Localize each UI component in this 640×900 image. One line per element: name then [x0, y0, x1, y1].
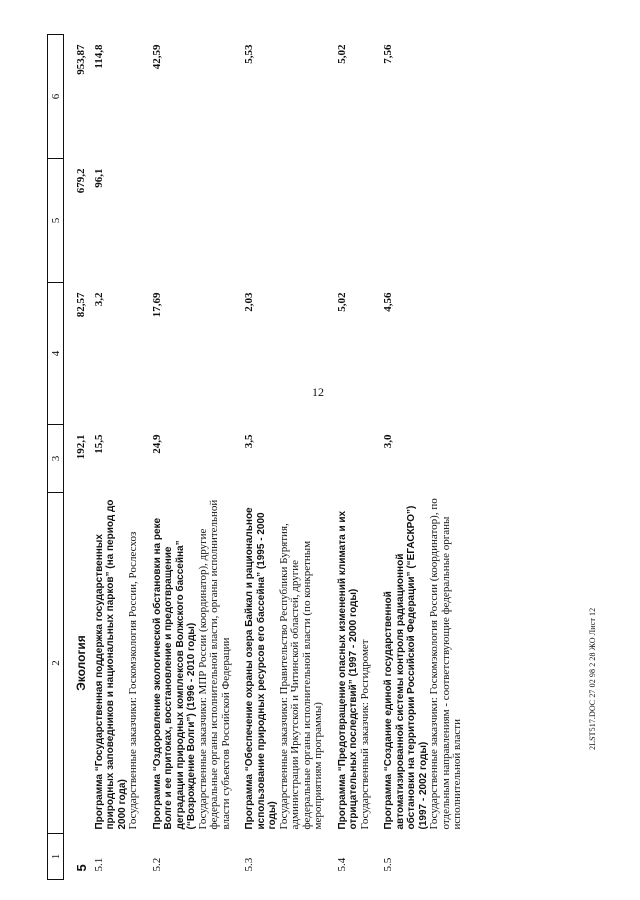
- table-row: [383, 35, 476, 880]
- table-row: [152, 35, 245, 880]
- section-row: [64, 35, 94, 880]
- section-title: Экология: [74, 635, 88, 691]
- program-title: Программа “Обеспечение охраны озера Байкал и рациональное использование природных ресурсов его бассейна” (1995 - 2000 годы): [244, 507, 278, 830]
- document-reference: 2LST517.DOC 27 02 98 2 28 ЖО Лист 12: [588, 607, 597, 750]
- value-col6: 114,8: [92, 44, 105, 69]
- program-detail: Государственные заказчики: Правительство Республики Бурятия, администрации Иркутской и Читинской областей, другие федеральные органы исполнительной власти (по конкретным мероприятиям программы): [277, 523, 324, 830]
- table-row: [337, 35, 384, 880]
- page-number: 12: [312, 385, 324, 399]
- value-col6: 7,56: [382, 44, 394, 64]
- value-col6: 953,87: [75, 44, 87, 75]
- value-col3: 24,9: [150, 434, 163, 454]
- row-number: 5.2: [150, 857, 163, 872]
- value-col5: 679,2: [75, 168, 87, 194]
- value-col4: 17,69: [150, 292, 163, 318]
- header-row: [48, 35, 64, 880]
- program-detail: Государственные заказчики: МПР России (координатор), другие федеральные органы исполнительной власти, органы исполнительной власти субъектов Российской Федерации: [196, 499, 232, 830]
- value-col3: 3,0: [382, 434, 394, 449]
- row-number: 5.1: [92, 857, 105, 872]
- value-col4: 4,56: [382, 292, 394, 312]
- value-col5: [337, 159, 384, 283]
- value-col6: 5,53: [243, 44, 255, 64]
- program-detail: Государственные заказчики: Госкомэкология России, Рослесхоз: [127, 531, 139, 830]
- budget-table: [47, 35, 557, 880]
- column-header: 1: [48, 834, 64, 880]
- row-number: 5.4: [335, 857, 348, 872]
- column-header: 3: [48, 425, 64, 493]
- value-col5: [152, 159, 245, 283]
- value-col3: 15,5: [92, 434, 105, 454]
- value-col3: 3,5: [243, 434, 255, 449]
- program-cell: [244, 493, 337, 834]
- program-title: Программа “Создание единой государственной автоматизированной системы контроля радиационной обстановки на территории Российской Федерации” (“ЕГАСКРО”) (1997 - 2002 годы): [383, 505, 429, 830]
- value-col3: [337, 425, 384, 493]
- program-cell: [337, 493, 384, 834]
- program-detail: Государственные заказчики: Госкомэкология России (координатор), по отдельным направлениям - соответствующие федеральные органы исполнительной власти: [428, 498, 463, 830]
- section-number: 5: [74, 864, 89, 872]
- value-col4: 2,03: [243, 292, 255, 312]
- program-cell: [383, 493, 476, 834]
- column-header: 6: [48, 35, 64, 159]
- program-detail: Государственный заказчик: Росгидромет: [358, 639, 371, 830]
- value-col6: 42,59: [150, 44, 163, 70]
- value-col4: 5,02: [335, 292, 348, 312]
- row-number: 5.3: [243, 857, 255, 872]
- program-cell: [94, 493, 152, 834]
- value-col4: 82,57: [75, 292, 87, 318]
- program-cell: [152, 493, 245, 834]
- column-header: 2: [48, 493, 64, 834]
- program-title: Программа “Оздоровление экологической обстановки на реке Волге и ее притоках, восстановление и предотвращение деградации природных комплексов Волжского бассейна” (“Возрождение Волги”) (1996 - 2010 годы): [151, 517, 197, 830]
- program-title: Программа “Государственная поддержка государственных природных заповедников и национальных парков” (на период до 2000 года): [93, 499, 128, 830]
- program-title: Программа “Предотвращение опасных изменений климата и их отрицательных последствий” (1997 - 2000 годы): [336, 510, 359, 830]
- value-col5: [383, 159, 476, 283]
- value-col3: 192,1: [75, 434, 87, 460]
- value-col4: 3,2: [92, 292, 105, 307]
- value-col6: 5,02: [335, 44, 348, 64]
- row-number: 5.5: [382, 857, 394, 872]
- value-col5: [244, 159, 337, 283]
- value-col5: 96,1: [92, 168, 105, 188]
- column-header: 4: [48, 283, 64, 425]
- table-row: [94, 35, 152, 880]
- column-header: 5: [48, 159, 64, 283]
- table-row: [244, 35, 337, 880]
